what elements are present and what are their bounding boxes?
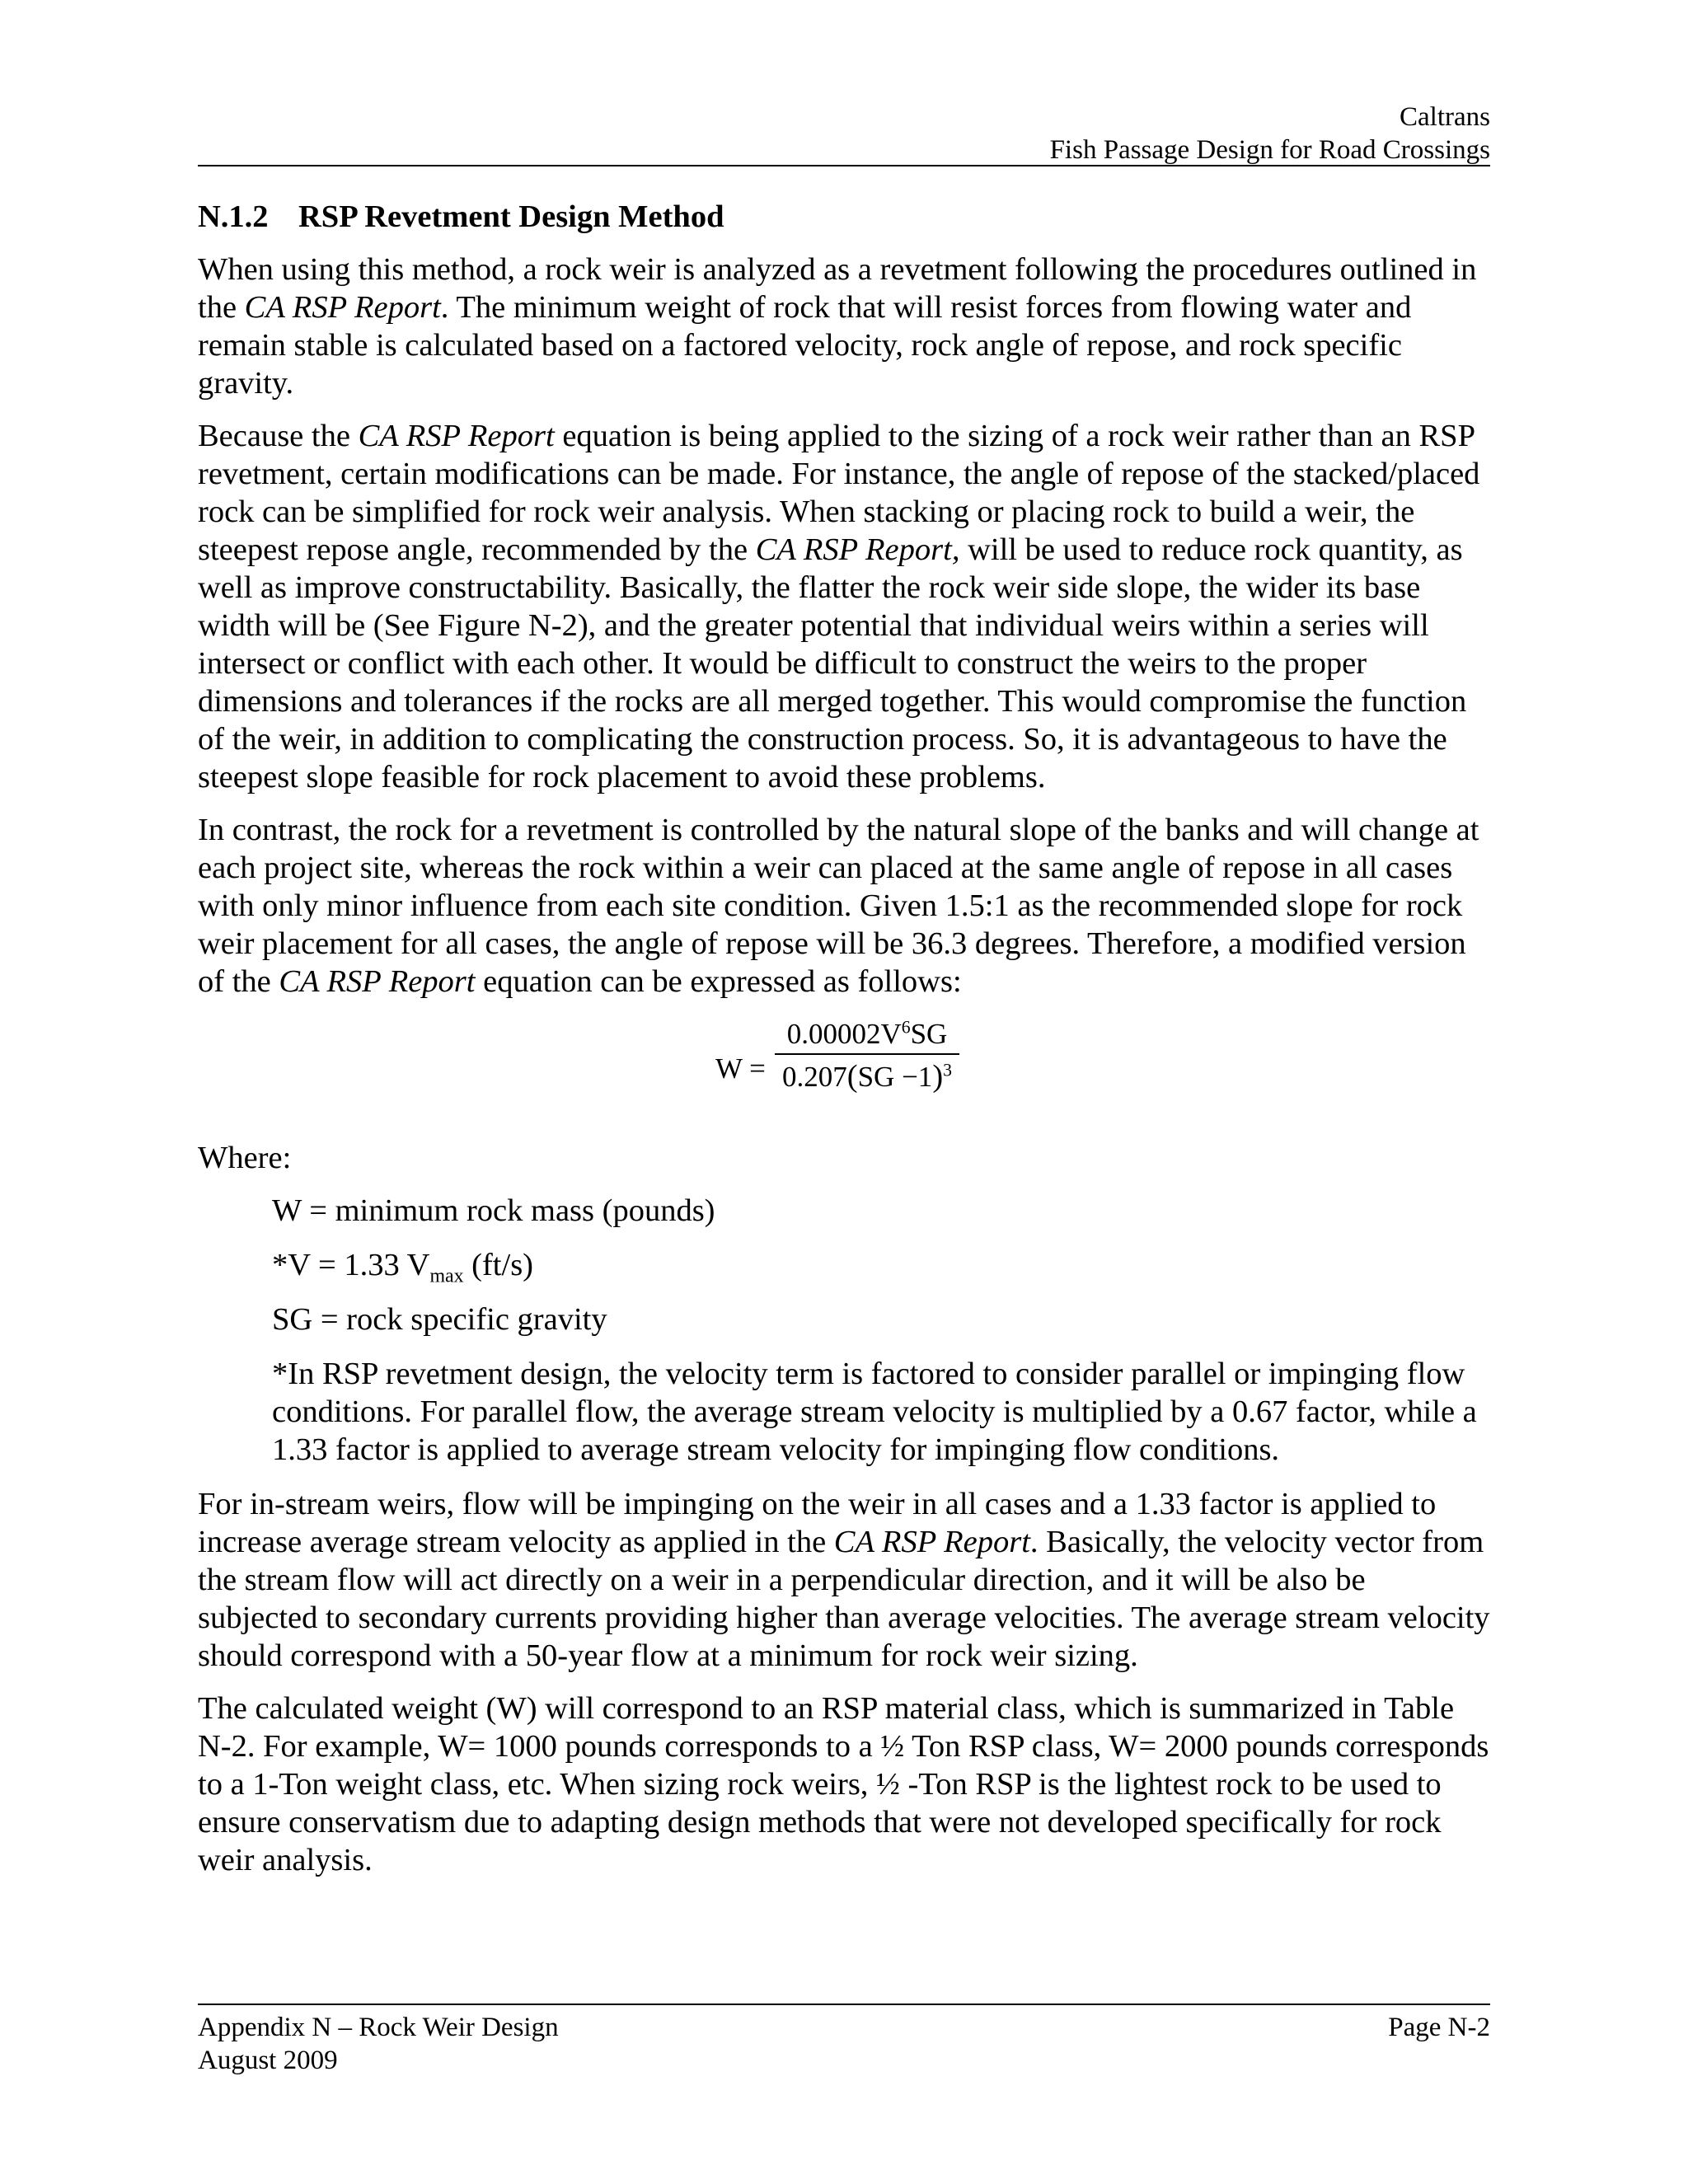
page-number: Page N-2 — [1388, 2013, 1490, 2042]
paragraph-1: When using this method, a rock weir is analyzed as a revetment following the procedures outlined in the CA RSP Report. The minimum weight of rock that will resist forces from flowing water and remain stable is calculated based on a factored velocity, rock angle of repose, and rock specific gravity. — [198, 252, 1477, 401]
body-content — [198, 198, 1490, 1894]
equation-lhs: W = — [715, 1052, 766, 1085]
report-title: CA RSP Report — [279, 964, 476, 999]
definition-note: *In RSP revetment design, the velocity term is factored to consider parallel or impinging flow conditions. For parallel flow, the average stream velocity is multiplied by a 0.67 factor, while a 1.33 factor is applied to average stream velocity for impinging flow conditions. — [272, 1357, 1477, 1467]
running-footer-left — [198, 2011, 559, 2077]
report-title: CA RSP Report — [358, 419, 555, 453]
section-number: N.1.2 — [198, 199, 269, 234]
section-title: RSP Revetment Design Method — [298, 199, 724, 234]
where-label: Where: — [198, 1141, 292, 1175]
document-page — [198, 0, 1490, 2184]
paragraph-2: Because the CA RSP Report equation is being applied to the sizing of a rock weir rather than an RSP revetment, certain modifications can be made. For instance, the angle of repose of the stacked/placed rock can be simplified for rock weir analysis. When stacking or placing rock to build a weir, the steepest repose angle, recommended by the CA RSP Report, will be used to reduce rock quantity, as well as improve constructability. Basically, the flatter the rock weir side slope, the wider its base width will be (See Figure N-2), and the greater potential that individual weirs within a series will intersect or conflict with each other. It would be difficult to construct the weirs to the proper dimensions and tolerances if the rocks are all merged together. This would compromise the function of the weir, in addition to complicating the construction process. So, it is advantageous to have the steepest slope feasible for rock placement to avoid these problems. — [198, 419, 1480, 794]
header-doc-title: Fish Passage Design for Road Crossings — [1049, 135, 1490, 165]
section-heading — [198, 198, 1490, 236]
definition-v: *V = 1.33 $V_{max}$ (ft/s) — [272, 1248, 533, 1287]
running-header — [198, 101, 1490, 166]
report-title: CA RSP Report — [244, 290, 441, 325]
report-title: CA RSP Report — [833, 1525, 1030, 1559]
report-title: CA RSP Report, — [755, 532, 960, 567]
footer-date: August 2009 — [198, 2046, 338, 2075]
rock-weight-equation — [198, 1015, 1490, 1124]
header-rule — [198, 165, 1490, 166]
equation-numerator: $0.00002V^6SG$ — [775, 1015, 959, 1055]
paragraph-4: For in-stream weirs, flow will be impinging on the weir in all cases and a 1.33 factor is applied to increase average stream velocity as applied in the CA RSP Report. Basically, the velocity vector from the stream flow will act directly on a weir in a perpendicular direction, and it will be also be subjected to secondary currents providing higher than average velocities. The average stream velocity should correspond with a 50-year flow at a minimum for rock weir sizing. — [198, 1487, 1490, 1673]
paragraph-3: In contrast, the rock for a revetment is controlled by the natural slope of the banks and will change at each project site, whereas the rock within a weir can placed at the same angle of repose in all cases with only minor influence from each site condition. Given 1.5:1 as the recommended slope for rock weir placement for all cases, the angle of repose will be 36.3 degrees. Therefore, a modified version of the CA RSP Report equation can be expressed as follows: — [198, 813, 1479, 999]
variable-definitions — [272, 1192, 1490, 1469]
footer-appendix: Appendix N – Rock Weir Design — [198, 2013, 559, 2042]
paragraph-5: The calculated weight (W) will correspond to an RSP material class, which is summarized in Table N-2. For example, W= 1000 pounds corresponds to a ½ Ton RSP class, W= 2000 pounds corresponds to a 1-Ton weight class, etc. When sizing rock weirs, ½ -Ton RSP is the lightest rock to be used to ensure conservatism due to adapting design methods that were not developed specifically for rock weir analysis. — [198, 1691, 1489, 1877]
footer-rule — [198, 2004, 1490, 2005]
header-org: Caltrans — [1400, 102, 1490, 132]
definition-sg: SG = rock specific gravity — [272, 1302, 607, 1337]
equation-fraction — [775, 1015, 959, 1093]
equation-denominator: 0.207(SG −1)$^3$ — [782, 1059, 952, 1094]
definition-w: W = minimum rock mass (pounds) — [272, 1193, 715, 1228]
